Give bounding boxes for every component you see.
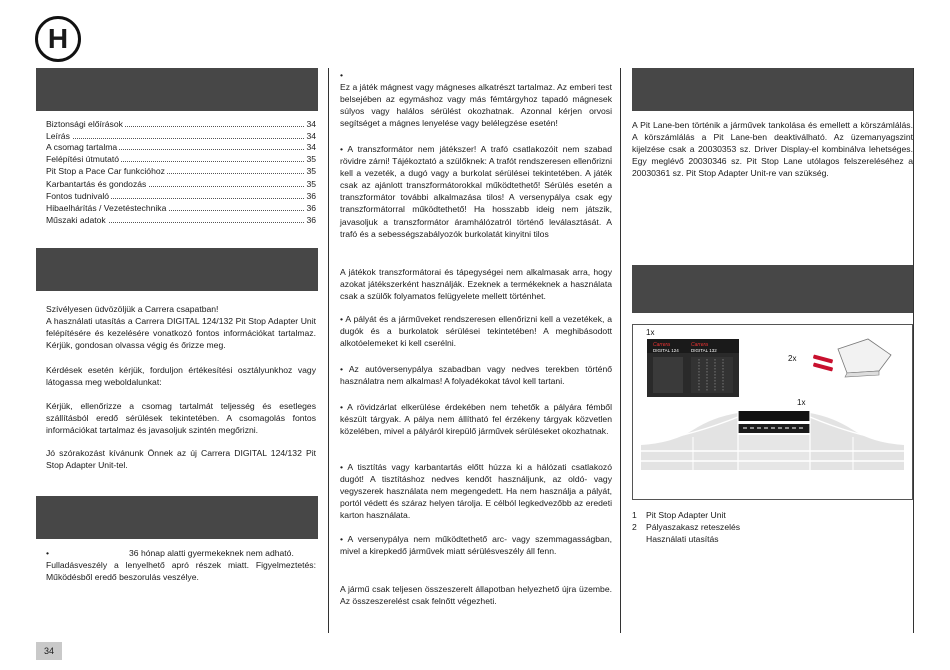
safety-bullet: • A tisztítás vagy karbantartás előtt húzza ki a hálózati csatlakozó dugót! A tisztításhoz nedves kendőt használjunk, az oldó- vagy vegyszerek használata nem megengedett. Ha nem használja a pályát, portól védett és száraz helyen tárolja. E célból legkedvezőbb az eredeti karton használata. xyxy=(340,462,612,521)
page-number: 34 xyxy=(36,642,62,660)
sheet-brand-2: Carrera xyxy=(691,342,708,348)
enjoy-text: Jó szórakozást kívánunk Önnek az új Carrera DIGITAL 124/132 Pit Stop Adapter Unit-tel. xyxy=(46,448,316,471)
package-contents-figure xyxy=(632,324,913,500)
bullet: • xyxy=(340,70,344,80)
language-badge: H xyxy=(35,16,81,62)
welcome-greeting: Szívélyesen üdvözöljük a Carrera csapatban! xyxy=(46,304,219,314)
column-divider xyxy=(328,68,329,633)
transformer-note: A játékok transzformátorai és tápegységei nem alkalmasak arra, hogy azokat játékszerként használják. Ezeknek a termékeknek a használata csak a szülők folyamatos felügyelete mellett történhet. xyxy=(340,267,612,302)
section-header-band xyxy=(36,248,318,291)
safety-bullet: • A pályát és a járműveket rendszeresen ellenőrizni kell a vezetékek, a dugók és a burkolatok sérülései tekintetében! A meghibásodott alkotóelemeket ki kell cserélni. xyxy=(340,314,612,349)
lock-pieces-icon xyxy=(813,354,833,371)
assembly-note: A jármű csak teljesen összeszerelt állapotban helyezhető újra üzembe. Az összeszerelést csak felnőtt végezheti. xyxy=(340,584,612,607)
contents-illustration xyxy=(633,325,912,499)
age-warning: 36 hónap alatti gyermekeknek nem adható. xyxy=(129,548,294,558)
qty-label: 1x xyxy=(646,328,655,337)
cleaning-cloth-icon xyxy=(838,339,891,377)
warning-block xyxy=(46,547,316,583)
transformer-warning: • A transzformátor nem játékszer! A trafó csatlakozóit nem szabad rövidre zárni! Tájékoztató a szülőknek: A trafót rendszeresen ellenőrizni kell a vezeték, a dugó vagy a burkolat sérülései tekintetében. A játék csak az ajánlott transzformátorokkal működtethető! Sérülés esetén a transzformátor további alkalmazása tilos! A versenypálya csak egy transzformátorral működtethető! Ha hosszabb ideig nem játszik, javasoljuk a transzformátor áramhálózatról történő leválasztását. A trafó és a sebességszabályozók burkolatát kinyitni tilos xyxy=(340,144,612,239)
parts-list xyxy=(632,509,913,545)
welcome-intro: A használati utasítás a Carrera DIGITAL 124/132 Pit Stop Adapter Unit felépítésére és kezelésére vonatkozó fontos információkat tartalmaz. Kérjük, gondosan olvassa végig és őrizze meg. xyxy=(46,316,316,351)
toc-row[interactable]: A csomag tartalma 34 xyxy=(46,142,316,152)
toc-row[interactable]: Karbantartás és gondozás 35 xyxy=(46,179,316,189)
parts-list-item: 2 Pályaszakasz reteszelés xyxy=(632,522,741,533)
toc-row[interactable]: Műszaki adatok 36 xyxy=(46,215,316,225)
pit-stop-adapter-track-icon xyxy=(641,411,904,470)
parts-list-item: 1 Pit Stop Adapter Unit xyxy=(632,510,726,520)
sheet-title-2: DIGITAL 132 xyxy=(691,348,717,353)
safety-bullet: • A rövidzárlat elkerülése érdekében nem tehetők a pályára fémből készült tárgyak. A pálya nem állítható fel érzékeny tárgyak közvetlen közelében, mivel a pályáról kirepülő járművek sérüléseket okozhatnak. xyxy=(340,402,612,437)
sheet-brand-1: Carrera xyxy=(653,342,670,348)
safety-bullet: • A versenypálya nem működtethető arc- vagy szemmagasságban, mivel a kirepkedő járművek miatt sérülésveszély áll fenn. xyxy=(340,534,612,557)
contact-text: Kérdések esetén kérjük, forduljon értékesítési osztályunkhoz vagy látogassa meg weboldalunkat: xyxy=(46,365,316,388)
column-divider xyxy=(913,68,914,633)
section-header-band xyxy=(36,68,318,111)
qty-label: 1x xyxy=(797,398,806,407)
column-divider xyxy=(620,68,621,633)
safety-bullet: • Az autóversenypálya szabadban vagy nedves terekben történő használatra nem alkalmas! A folyadékokat távol kell tartani. xyxy=(340,364,612,387)
magnet-warning: Ez a játék mágnest vagy mágneses alkatrészt tartalmaz. Az emberi test belsejében az egymáshoz vagy más fémtárgyhoz tapadó mágnesek súlyos vagy halálos sérülést okozhatnak. Azonnal kérjen orvosi segítséget a mágnes lenyelése vagy belélegzése esetén! xyxy=(340,82,612,129)
welcome-text xyxy=(46,303,316,351)
toc-row[interactable]: Pit Stop a Pace Car funkcióhoz 35 xyxy=(46,166,316,176)
bullet: • xyxy=(46,548,50,558)
section-header-band xyxy=(632,265,913,313)
toc-row[interactable]: Leírás 34 xyxy=(46,131,316,141)
description-text: A Pit Lane-ben történik a járművek tankolása és emellett a körszámlálás. A körszámlálás a Pit Lane-ben deaktiválható. Az üzemanyagszint kijelzése csak a 20030353 sz. Driver Display-el kombinálva lehetséges. Egy meglévő 20030346 sz. Pit Stop Lane utólagos felszereléséhez a 20030361 sz. Pit Stop Adapter Unit-re van szükség. xyxy=(632,120,913,179)
section-header-band xyxy=(632,68,913,111)
toc-row[interactable]: Felépítési útmutató 35 xyxy=(46,154,316,164)
qty-label: 2x xyxy=(788,354,797,363)
toc-row[interactable]: Fontos tudnivaló 36 xyxy=(46,191,316,201)
check-contents-text: Kérjük, ellenőrizze a csomag tartalmát teljesség és esetleges szállításból eredő sérülések tekintetében. A csomagolás fontos információkat tartalmaz és javasoljuk szintén megőrizni. xyxy=(46,401,316,436)
instruction-manual-icon xyxy=(647,339,739,397)
choking-warning: Fulladásveszély a lenyelhető apró részek miatt. Figyelmeztetés: Működésből eredő beszorulás veszélye. xyxy=(46,560,316,583)
toc-row[interactable]: Biztonsági előírások 34 xyxy=(46,119,316,129)
parts-list-item: Használati utasítás xyxy=(646,534,719,545)
section-header-band xyxy=(36,496,318,539)
sheet-title-1: DIGITAL 124 xyxy=(653,348,679,353)
toc-row[interactable]: Hibaelhárítás / Vezetéstechnika 36 xyxy=(46,203,316,213)
